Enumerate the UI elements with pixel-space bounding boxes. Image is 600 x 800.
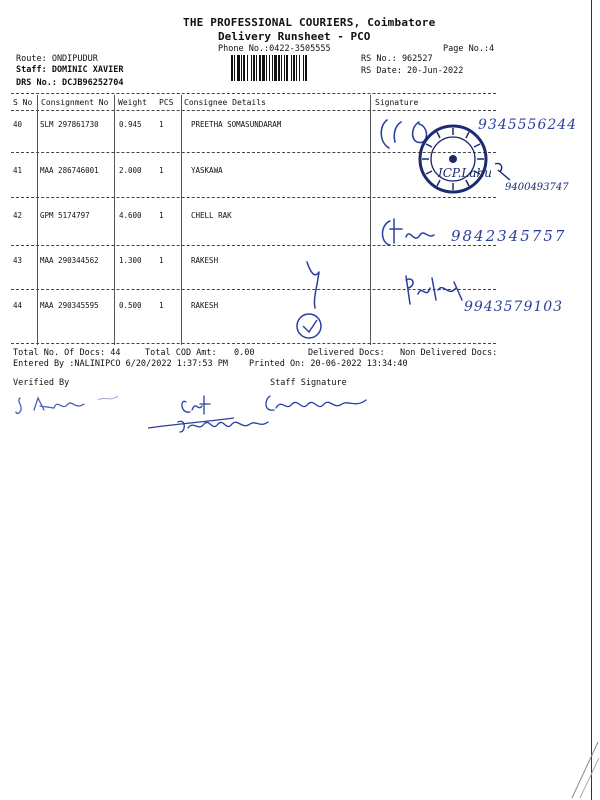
- col-header-pcs: PCS: [159, 98, 174, 107]
- row-consignee: YASKAWA: [191, 166, 223, 175]
- table-bottom-rule: [11, 343, 496, 344]
- company-stamp-icon: [417, 123, 489, 195]
- row-sno: 43: [13, 256, 23, 265]
- route-label: Route: ONDIPUDUR: [16, 54, 98, 64]
- rs-number: RS No.: 962527: [361, 54, 433, 64]
- handwritten-signature-text: ICP.Lahu: [438, 166, 492, 180]
- row-weight: 4.600: [119, 211, 142, 220]
- row-weight: 0.945: [119, 120, 142, 129]
- handwritten-phone: 9842345757: [451, 227, 567, 245]
- handwritten-signature: [376, 215, 440, 251]
- staff-signature-ink: [146, 388, 370, 438]
- delivered-docs: Delivered Docs:: [308, 348, 385, 358]
- col-divider: [37, 95, 38, 345]
- runsheet-subtitle: Delivery Runsheet - PCO: [218, 30, 371, 43]
- handwritten-signature: [293, 258, 333, 344]
- barcode-image: [231, 55, 349, 81]
- col-header-signature: Signature: [375, 98, 419, 107]
- handwritten-signature: [402, 270, 466, 310]
- row-sno: 40: [13, 120, 23, 129]
- row-pcs: 1: [159, 211, 164, 220]
- verified-by-label: Verified By: [13, 378, 70, 388]
- col-divider: [370, 95, 371, 345]
- row-consignment: MAA 290345595: [40, 301, 99, 310]
- printed-on: Printed On: 20-06-2022 13:34:40: [249, 359, 408, 369]
- handwritten-phone: 9943579103: [464, 299, 564, 315]
- page-number: Page No.:4: [443, 44, 495, 54]
- handwritten-signature: [492, 160, 514, 184]
- row-pcs: 1: [159, 256, 164, 265]
- col-header-sno: S No: [13, 98, 33, 107]
- total-cod-label: Total COD Amt:: [145, 348, 217, 358]
- row-consignee: CHELL RAK: [191, 211, 232, 220]
- row-pcs: 1: [159, 301, 164, 310]
- row-sno: 42: [13, 211, 23, 220]
- table-top-rule: [11, 93, 496, 94]
- row-consignment: MAA 290344562: [40, 256, 99, 265]
- row-consignee: RAKESH: [191, 256, 219, 265]
- staff-label: Staff: DOMINIC XAVIER: [16, 65, 124, 75]
- staff-signature-label: Staff Signature: [270, 378, 347, 388]
- row-sno: 41: [13, 166, 23, 175]
- drs-number: DRS No.: DCJB96252704: [16, 78, 124, 88]
- row-weight: 2.000: [119, 166, 142, 175]
- phone-number: Phone No.:0422-3505555: [218, 44, 331, 54]
- handwritten-phone: 9400493747: [505, 182, 569, 193]
- verified-signature: [14, 392, 94, 420]
- scan-artifact: [568, 740, 600, 800]
- scan-edge: [591, 0, 592, 800]
- row-consignee: PREETHA SOMASUNDARAM: [191, 120, 282, 129]
- non-delivered-docs: Non Delivered Docs:: [400, 348, 498, 358]
- row-consignee: RAKESH: [191, 301, 219, 310]
- row-weight: 0.500: [119, 301, 142, 310]
- row-consignment: GPM 5174797: [40, 211, 90, 220]
- ink-mark: [96, 392, 120, 404]
- col-header-consignee: Consignee Details: [184, 98, 266, 107]
- col-divider: [181, 95, 182, 345]
- entered-by: Entered By :NALINIPCO 6/20/2022 1:37:53 PM: [13, 359, 228, 369]
- row-consignment: MAA 286746001: [40, 166, 99, 175]
- total-docs: Total No. Of Docs: 44: [13, 348, 121, 358]
- row-pcs: 1: [159, 166, 164, 175]
- row-sno: 44: [13, 301, 23, 310]
- col-divider: [114, 95, 115, 345]
- rs-date: RS Date: 20-Jun-2022: [361, 66, 464, 76]
- row-weight: 1.300: [119, 256, 142, 265]
- row-pcs: 1: [159, 120, 164, 129]
- col-header-consignment: Consignment No: [41, 98, 109, 107]
- row-consignment: SLM 297861730: [40, 120, 99, 129]
- col-header-weight: Weight: [118, 98, 147, 107]
- total-cod-value: 0.00: [234, 348, 255, 358]
- handwritten-phone: 9345556244: [478, 117, 578, 133]
- company-title: THE PROFESSIONAL COURIERS, Coimbatore: [183, 16, 436, 29]
- row-rule: [11, 197, 496, 198]
- header-bottom-rule: [11, 110, 496, 111]
